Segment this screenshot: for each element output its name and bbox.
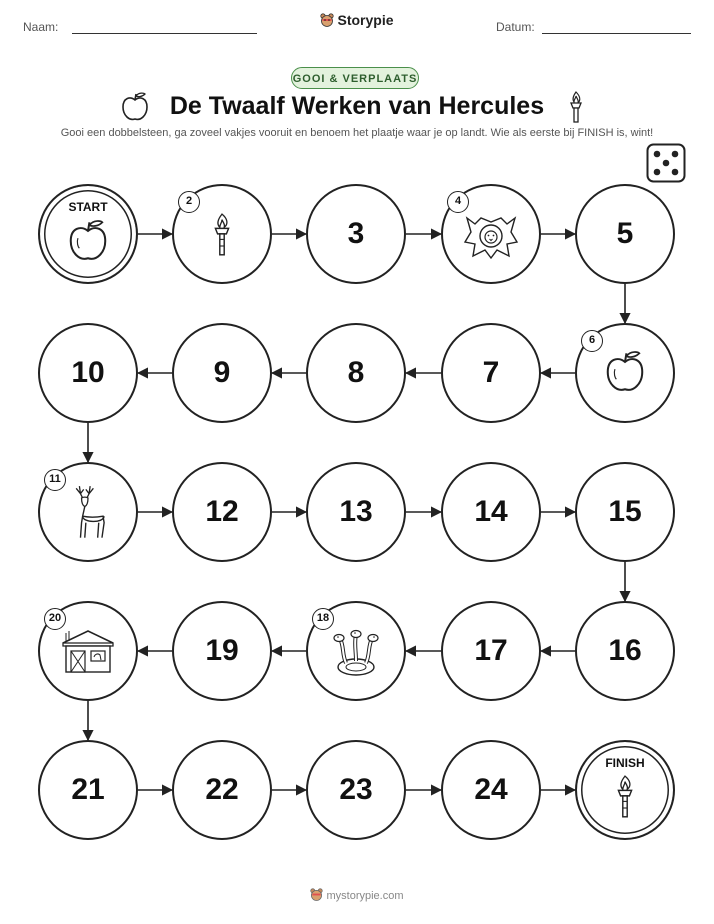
board-space-14 — [441, 462, 541, 562]
board-space-3 — [306, 184, 406, 284]
start-label: START — [68, 200, 108, 214]
instructions: Gooi een dobbelsteen, ga zoveel vakjes vooruit en benoem het plaatje waar je op landt. Wie als eerste bij FINISH is, wint! — [60, 127, 654, 139]
board-space-5 — [575, 184, 675, 284]
space-number-badge: 4 — [447, 191, 469, 213]
space-number-badge: 6 — [581, 330, 603, 352]
finish-label: FINISH — [605, 756, 645, 770]
apple-icon — [40, 218, 136, 264]
space-number-badge: 20 — [44, 608, 66, 630]
space-number: 9 — [213, 356, 231, 389]
start-space — [38, 184, 138, 284]
board-space-15 — [575, 462, 675, 562]
space-number-badge: 18 — [312, 608, 334, 630]
board-space-9 — [172, 323, 272, 423]
stable-icon — [40, 627, 136, 675]
date-label: Datum: — [496, 20, 535, 34]
board-space-19 — [172, 601, 272, 701]
space-number: 14 — [474, 495, 508, 528]
deer-icon — [40, 484, 136, 542]
space-number: 21 — [71, 773, 105, 806]
space-number-badge: 2 — [178, 191, 200, 213]
board-space-8 — [306, 323, 406, 423]
lion-pelt-icon — [443, 210, 539, 262]
space-number: 12 — [205, 495, 239, 528]
space-number: 8 — [347, 356, 365, 389]
space-number: 17 — [474, 634, 508, 667]
space-number: 24 — [474, 773, 508, 806]
space-number: 15 — [608, 495, 642, 528]
space-number: 5 — [616, 217, 634, 250]
page-title: De Twaalf Werken van Hercules — [169, 92, 545, 120]
space-number: 16 — [608, 634, 642, 667]
brand-name: Storypie — [337, 12, 394, 28]
space-number: 13 — [339, 495, 373, 528]
board-space-22 — [172, 740, 272, 840]
hydra-icon — [308, 627, 404, 679]
space-number: 3 — [347, 217, 365, 250]
board-space-17 — [441, 601, 541, 701]
board-space-21 — [38, 740, 138, 840]
board-space-12 — [172, 462, 272, 562]
board-space-23 — [306, 740, 406, 840]
name-label: Naam: — [23, 20, 59, 34]
space-number: 10 — [71, 356, 105, 389]
bear-logo-icon — [310, 888, 323, 901]
space-number: 22 — [205, 773, 239, 806]
space-number-badge: 11 — [44, 469, 66, 491]
space-number: 7 — [482, 356, 500, 389]
footer-url: mystorypie.com — [326, 890, 404, 902]
footer — [0, 888, 714, 902]
board-space-13 — [306, 462, 406, 562]
finish-space — [575, 740, 675, 840]
game-type-badge: GOOI & VERPLAATS — [291, 67, 419, 89]
board-space-7 — [441, 323, 541, 423]
apple-icon — [577, 349, 673, 395]
board-space-10 — [38, 323, 138, 423]
board-space-16 — [575, 601, 675, 701]
space-number: 23 — [339, 773, 373, 806]
torch-icon — [577, 774, 673, 820]
space-number: 19 — [205, 634, 239, 667]
torch-icon — [174, 212, 270, 258]
board-space-24 — [441, 740, 541, 840]
